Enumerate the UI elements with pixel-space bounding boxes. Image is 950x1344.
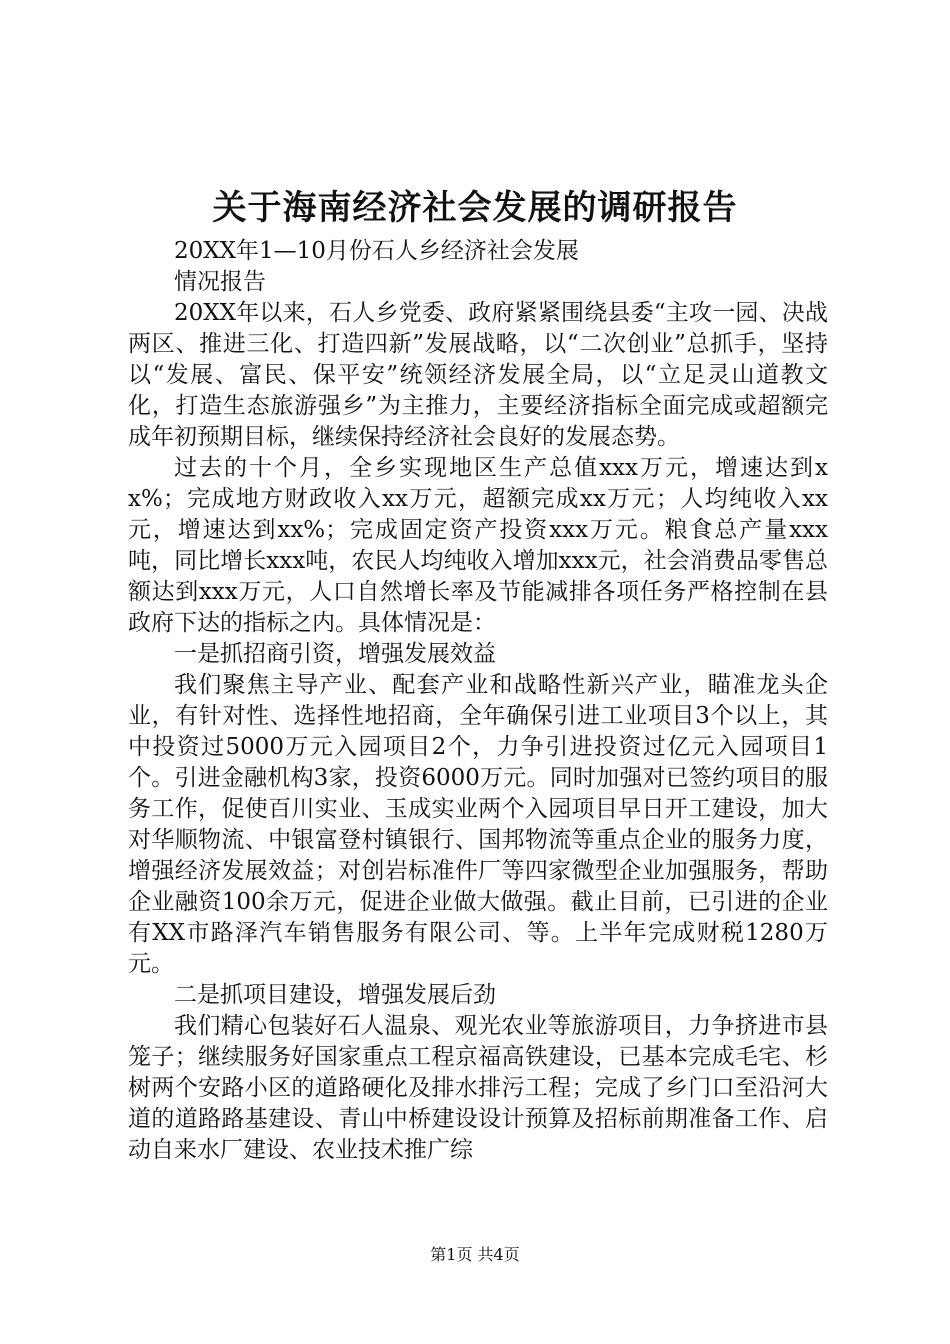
document-title: 关于海南经济社会发展的调研报告 bbox=[212, 188, 738, 228]
page-footer: 第1页 共4页 bbox=[430, 1245, 520, 1264]
document-body bbox=[128, 236, 828, 1166]
paragraph-intro: 20XX年以来，石人乡党委、政府紧紧围绕县委“主攻一园、决战两区、推进三化、打造四新”发展战略，以“二次创业”总抓手，坚持以“发展、富民、保平安”统领经济发展全局，以“立足灵山道教文化，打造生态旅游强乡”为主推力，主要经济指标全面完成或超额完成年初预期目标，继续保持经济社会良好的发展态势。 bbox=[128, 300, 828, 450]
paragraph-subtitle-line1: 20XX年1—10月份石人乡经济社会发展 bbox=[174, 238, 579, 264]
paragraph-projects: 我们精心包装好石人温泉、观光农业等旅游项目，力争挤进市县笼子；继续服务好国家重点工程京福高铁建设，已基本完成毛宅、杉树两个安路小区的道路硬化及排水排污工程；完成了乡门口至沿河大道的道路路基建设、青山中桥建设设计预算及招标前期准备工作、启动自来水厂建设、农业技术推广综 bbox=[128, 1013, 828, 1163]
section-heading-projects: 二是抓项目建设，增强发展后劲 bbox=[174, 982, 496, 1008]
paragraph-investment: 我们聚焦主导产业、配套产业和战略性新兴产业，瞄准龙头企业，有针对性、选择性地招商，全年确保引进工业项目3个以上，其中投资过5000万元入园项目2个，力争引进投资过亿元入园项目1个。引进金融机构3家，投资6000万元。同时加强对已签约项目的服务工作，促使百川实业、玉成实业两个入园项目早日开工建设，加大对华顺物流、中银富登村镇银行、国邦物流等重点企业的服务力度，增强经济发展效益；对创岩标准件厂等四家微型企业加强服务，帮助企业融资100余万元，促进企业做大做强。截止目前，已引进的企业有XX市路泽汽车销售服务有限公司、等。上半年完成财税1280万元。 bbox=[128, 672, 828, 977]
paragraph-summary: 过去的十个月，全乡实现地区生产总值xxx万元，增速达到xx%；完成地方财政收入xx万元，超额完成xx万元；人均纯收入xx元，增速达到xx%；完成固定资产投资xxx万元。粮食总产量xxx吨，同比增长xxx吨，农民人均纯收入增加xxx元，社会消费品零售总额达到xxx万元，人口自然增长率及节能减排各项任务严格控制在县政府下达的指标之内。具体情况是： bbox=[128, 455, 828, 636]
section-heading-investment: 一是抓招商引资，增强发展效益 bbox=[174, 641, 496, 667]
paragraph-subtitle-line2: 情况报告 bbox=[174, 269, 266, 295]
